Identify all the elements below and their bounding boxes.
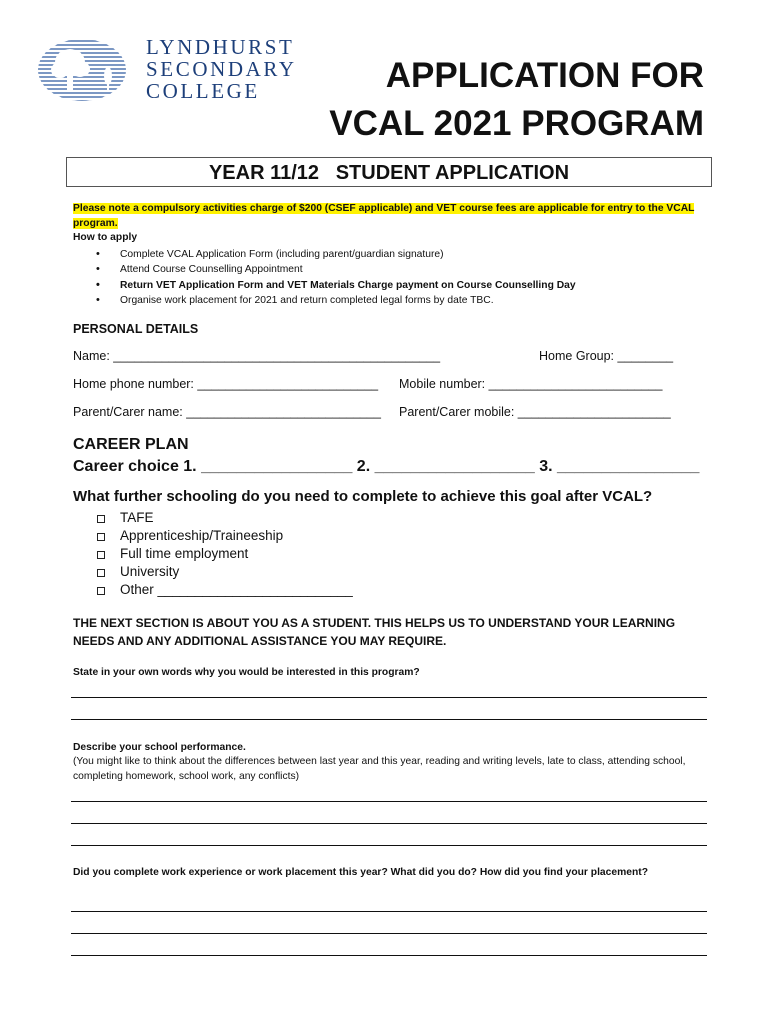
answer-line[interactable] — [71, 845, 707, 846]
answer-line[interactable] — [71, 955, 707, 956]
title-line1: APPLICATION FOR — [385, 56, 704, 95]
list-item: • Complete VCAL Application Form (including parent/guardian signature) — [96, 247, 576, 262]
tree-emblem-icon — [36, 36, 140, 106]
college-logo — [36, 36, 306, 106]
option-label: Other __________________________ — [120, 582, 353, 597]
checkbox-icon[interactable] — [97, 515, 105, 523]
how-to-apply-list — [96, 247, 576, 308]
option-label: TAFE — [120, 510, 154, 525]
option-label: Apprenticeship/Traineeship — [120, 528, 284, 543]
checkbox-option-apprenticeship[interactable] — [96, 527, 353, 545]
answer-line[interactable] — [71, 719, 707, 720]
college-name-line1: LYNDHURST — [146, 35, 295, 59]
home-phone-field[interactable]: Home phone number: __________________________ — [73, 377, 379, 391]
career-choices-field[interactable]: Career choice 1. _________________ 2. __________________ 3. ________________ — [73, 458, 700, 475]
option-label: University — [120, 564, 180, 579]
work-experience-question: Did you complete work experience or work placement this year? What did you do? How did you find your placement? — [73, 867, 649, 878]
checkbox-option-university[interactable] — [96, 563, 353, 581]
college-name — [146, 36, 297, 102]
option-label: Full time employment — [120, 546, 249, 561]
checkbox-icon[interactable] — [97, 551, 105, 559]
checkbox-icon[interactable] — [97, 587, 105, 595]
performance-question: Describe your school performance. — [73, 742, 246, 753]
answer-line[interactable] — [71, 697, 707, 698]
answer-line[interactable] — [71, 823, 707, 824]
answer-line[interactable] — [71, 911, 707, 912]
list-item: • Attend Course Counselling Appointment — [96, 262, 576, 277]
student-section-intro: THE NEXT SECTION IS ABOUT YOU AS A STUDENT. THIS HELPS US TO UNDERSTAND YOUR LEARNING NEEDS AND ANY ADDITIONAL ASSISTANCE YOU MAY REQUIRE. — [73, 616, 676, 648]
performance-description: (You might like to think about the differences between last year and this year, reading and writing levels, late to class, attending school, completing homework, school work, any conflicts) — [73, 756, 686, 782]
fee-notice — [73, 201, 698, 231]
career-plan-heading: CAREER PLAN — [73, 436, 189, 453]
checkbox-icon[interactable] — [97, 533, 105, 541]
name-field[interactable]: Name: _______________________________________________ — [73, 349, 441, 363]
checkbox-icon[interactable] — [97, 569, 105, 577]
answer-line[interactable] — [71, 801, 707, 802]
checkbox-option-tafe[interactable] — [96, 509, 353, 527]
list-item: • Organise work placement for 2021 and return completed legal forms by date TBC. — [96, 293, 576, 308]
answer-line[interactable] — [71, 933, 707, 934]
fee-notice-text: Please note a compulsory activities charge of $200 (CSEF applicable) and VET course fees are applicable for entry to the VCAL program. — [73, 203, 695, 229]
form-banner: YEAR 11/12 STUDENT APPLICATION — [66, 157, 712, 187]
parent-mobile-field[interactable]: Parent/Carer mobile: ______________________ — [399, 405, 671, 419]
home-group-field[interactable]: Home Group: ________ — [539, 349, 674, 363]
parent-name-field[interactable]: Parent/Carer name: ____________________________ — [73, 405, 381, 419]
checkbox-option-employment[interactable] — [96, 545, 353, 563]
schooling-question: What further schooling do you need to complete to achieve this goal after VCAL? — [73, 488, 653, 505]
interest-question: State in your own words why you would be interested in this program? — [73, 667, 420, 678]
checkbox-option-other[interactable] — [96, 581, 353, 599]
schooling-options — [96, 509, 353, 599]
list-item: • Return VET Application Form and VET Materials Charge payment on Course Counselling Day — [96, 278, 576, 293]
career-plan — [73, 434, 699, 478]
title-line2: VCAL 2021 PROGRAM — [329, 104, 704, 143]
college-name-line3: COLLEGE — [146, 79, 260, 103]
mobile-field[interactable]: Mobile number: _________________________ — [399, 377, 663, 391]
personal-details-heading: PERSONAL DETAILS — [73, 322, 199, 336]
college-name-line2: SECONDARY — [146, 57, 297, 81]
page-title — [329, 52, 704, 148]
how-to-apply-heading: How to apply — [73, 232, 138, 243]
